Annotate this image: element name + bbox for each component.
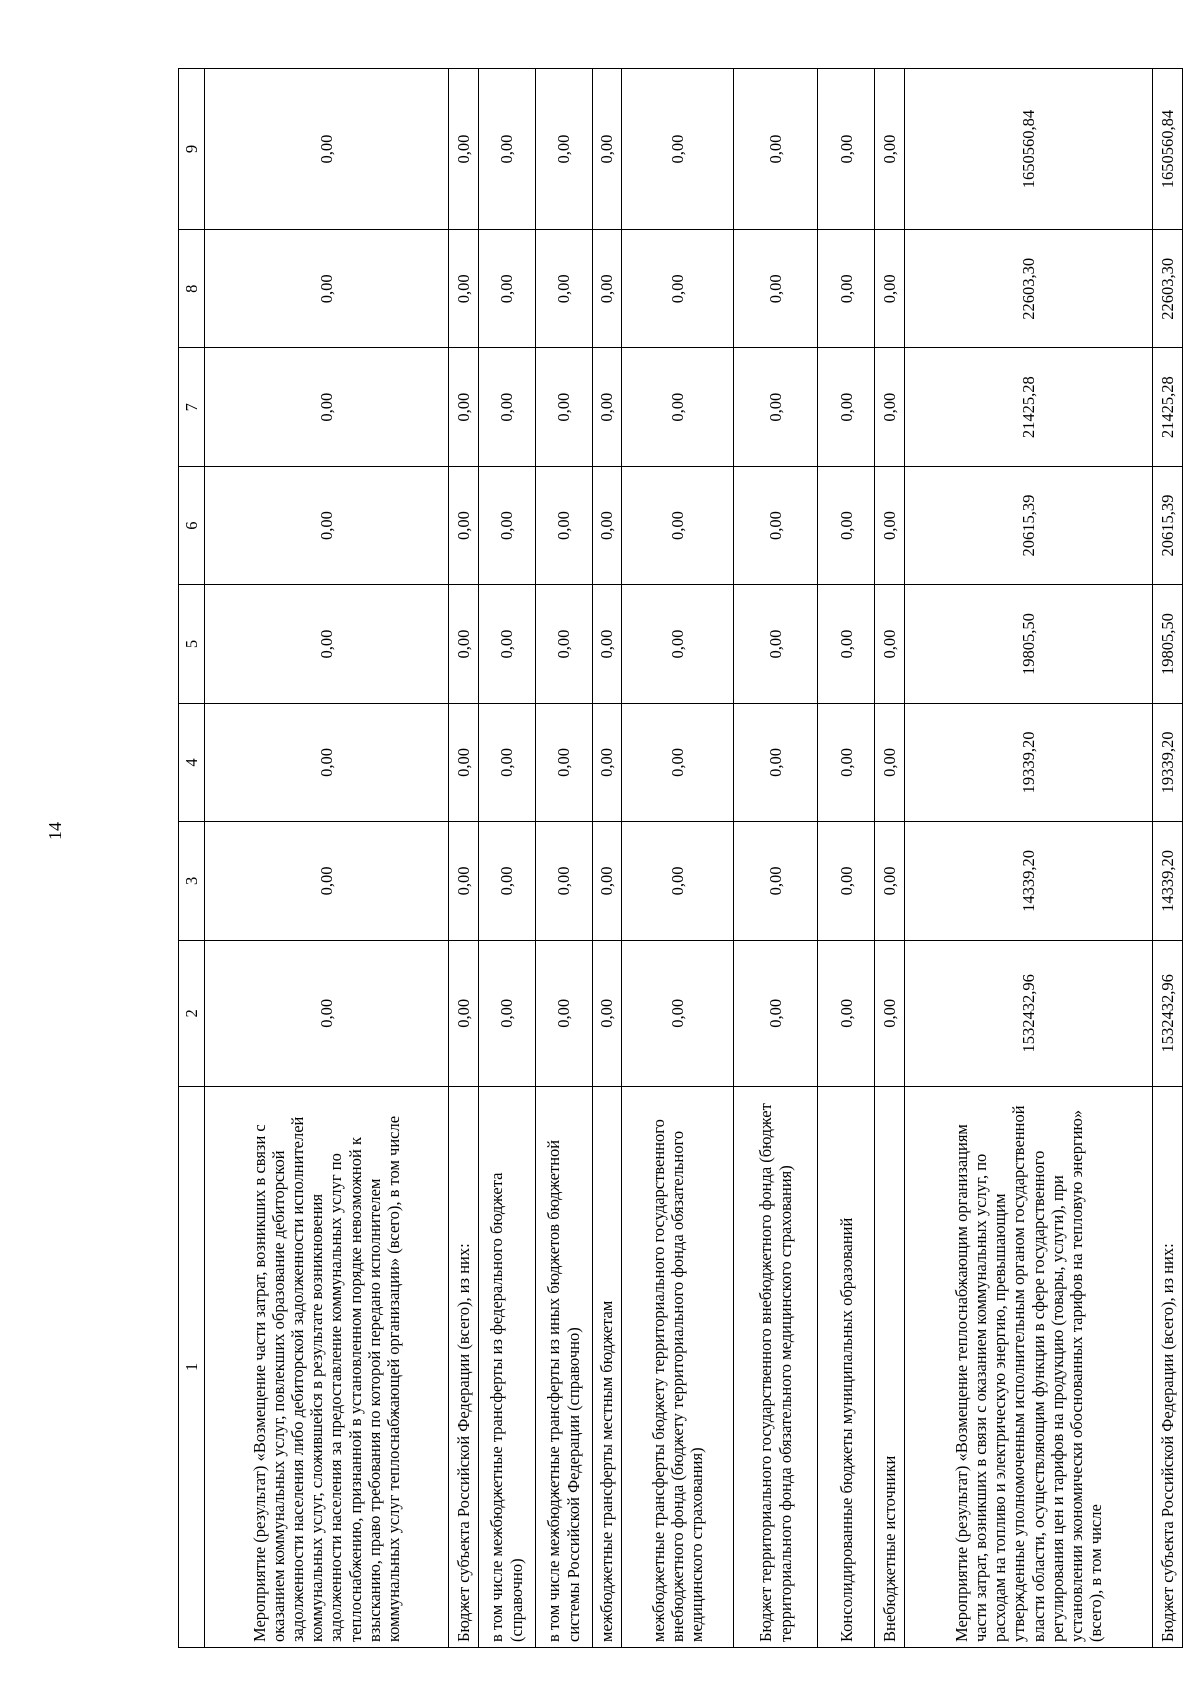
value-cell: 0,00: [448, 69, 478, 230]
value-cell: 0,00: [478, 585, 535, 703]
value-cell: 0,00: [535, 348, 592, 466]
value-cell: 0,00: [818, 940, 875, 1086]
column-header: 9: [179, 69, 205, 230]
value-cell: 22603,30: [1153, 230, 1183, 348]
row-label: Бюджет субъекта Российской Федерации (всего), из них:: [448, 1087, 478, 1648]
value-cell: 0,00: [448, 822, 478, 940]
value-cell: 0,00: [205, 230, 449, 348]
value-cell: 0,00: [478, 703, 535, 821]
value-cell: 0,00: [622, 69, 734, 230]
row-label: в том числе межбюджетные трансферты из иных бюджетов бюджетной системы Российской Федерации (справочно): [535, 1087, 592, 1648]
value-cell: 0,00: [622, 822, 734, 940]
value-cell: 0,00: [478, 940, 535, 1086]
value-cell: 0,00: [733, 822, 817, 940]
value-cell: 1532432,96: [904, 940, 1152, 1086]
value-cell: 0,00: [448, 940, 478, 1086]
value-cell: 0,00: [592, 822, 622, 940]
value-cell: 0,00: [592, 348, 622, 466]
value-cell: 20615,39: [1153, 466, 1183, 584]
value-cell: 0,00: [205, 348, 449, 466]
value-cell: 0,00: [622, 466, 734, 584]
value-cell: 0,00: [622, 230, 734, 348]
value-cell: 0,00: [478, 466, 535, 584]
value-cell: 0,00: [535, 703, 592, 821]
value-cell: 0,00: [592, 703, 622, 821]
value-cell: 0,00: [818, 230, 875, 348]
column-header: 5: [179, 585, 205, 703]
value-cell: 0,00: [733, 585, 817, 703]
table-row: [448, 69, 478, 1648]
table-row: [535, 69, 592, 1648]
value-cell: 0,00: [535, 585, 592, 703]
value-cell: 0,00: [205, 466, 449, 584]
value-cell: 0,00: [205, 69, 449, 230]
value-cell: 0,00: [818, 348, 875, 466]
row-label: Внебюджетные источники: [875, 1087, 905, 1648]
value-cell: 0,00: [592, 585, 622, 703]
value-cell: 0,00: [478, 348, 535, 466]
value-cell: 0,00: [875, 348, 905, 466]
value-cell: 0,00: [592, 940, 622, 1086]
value-cell: 0,00: [622, 348, 734, 466]
value-cell: 0,00: [535, 69, 592, 230]
column-header: 4: [179, 703, 205, 821]
header-row: [179, 69, 205, 1648]
column-header: 2: [179, 940, 205, 1086]
value-cell: 0,00: [478, 69, 535, 230]
value-cell: 0,00: [875, 69, 905, 230]
value-cell: 0,00: [448, 230, 478, 348]
table-row: [622, 69, 734, 1648]
value-cell: 21425,28: [904, 348, 1152, 466]
value-cell: 0,00: [448, 585, 478, 703]
value-cell: 0,00: [733, 703, 817, 821]
row-label: Консолидированные бюджеты муниципальных образований: [818, 1087, 875, 1648]
table-row: [875, 69, 905, 1648]
value-cell: 0,00: [205, 703, 449, 821]
row-label: Бюджет субъекта Российской Федерации (всего), из них:: [1153, 1087, 1183, 1648]
value-cell: 0,00: [875, 585, 905, 703]
table-row: [904, 69, 1152, 1648]
value-cell: 0,00: [818, 822, 875, 940]
value-cell: 0,00: [622, 703, 734, 821]
table-row: [478, 69, 535, 1648]
column-header: 3: [179, 822, 205, 940]
rotated-table-wrapper: [178, 68, 1183, 1648]
value-cell: 19805,50: [1153, 585, 1183, 703]
column-header: 1: [179, 1087, 205, 1648]
value-cell: 14339,20: [1153, 822, 1183, 940]
table-row: [592, 69, 622, 1648]
value-cell: 1532432,96: [1153, 940, 1183, 1086]
value-cell: 0,00: [733, 940, 817, 1086]
value-cell: 0,00: [448, 466, 478, 584]
value-cell: 0,00: [592, 69, 622, 230]
row-label: Мероприятие (результат) «Возмещение части затрат, возникших в связи с оказанием коммунальных услуг, повлекших образование дебиторской задолженности населения либо дебиторской задолженности исполнителей коммунальных услуг, сложившейся в результате возникновения задолженности населения за предоставление коммунальных услуг по теплоснабжению, признанной в установленном порядке невозможной к взысканию, право требования по которой передано исполнителем коммунальных услуг теплоснабжающей организации» (всего), в том числе: [205, 1087, 449, 1648]
value-cell: 21425,28: [1153, 348, 1183, 466]
column-header: 6: [179, 466, 205, 584]
value-cell: 0,00: [875, 230, 905, 348]
value-cell: 0,00: [622, 585, 734, 703]
value-cell: 0,00: [478, 230, 535, 348]
value-cell: 0,00: [205, 822, 449, 940]
value-cell: 0,00: [478, 822, 535, 940]
value-cell: 0,00: [818, 703, 875, 821]
table-row: [818, 69, 875, 1648]
value-cell: 0,00: [535, 940, 592, 1086]
value-cell: 0,00: [205, 585, 449, 703]
value-cell: 0,00: [448, 348, 478, 466]
value-cell: 22603,30: [904, 230, 1152, 348]
budget-table: [178, 68, 1183, 1648]
value-cell: 0,00: [818, 585, 875, 703]
value-cell: 0,00: [733, 230, 817, 348]
table-row: [205, 69, 449, 1648]
value-cell: 0,00: [875, 703, 905, 821]
value-cell: 0,00: [818, 466, 875, 584]
value-cell: 14339,20: [904, 822, 1152, 940]
row-label: в том числе межбюджетные трансферты из федерального бюджета (справочно): [478, 1087, 535, 1648]
value-cell: 0,00: [535, 822, 592, 940]
row-label: межбюджетные трансферты местным бюджетам: [592, 1087, 622, 1648]
page-number: 14: [44, 822, 65, 840]
value-cell: 19339,20: [904, 703, 1152, 821]
value-cell: 0,00: [733, 466, 817, 584]
table-row: [1153, 69, 1183, 1648]
value-cell: 1650560,84: [904, 69, 1152, 230]
value-cell: 19805,50: [904, 585, 1152, 703]
value-cell: 0,00: [875, 822, 905, 940]
value-cell: 0,00: [592, 466, 622, 584]
value-cell: 0,00: [205, 940, 449, 1086]
value-cell: 20615,39: [904, 466, 1152, 584]
value-cell: 0,00: [622, 940, 734, 1086]
row-label: Мероприятие (результат) «Возмещение теплоснабжающим организациям части затрат, возникших в связи с оказанием коммунальных услуг, по расходам на топливо и электрическую энергию, превышающим утвержденные уполномоченным исполнительным органом государственной власти области, осуществляющим функции в сфере государственного регулирования цен и тарифов на продукцию (товары, услуги), при установлении экономически обоснованных тарифов на тепловую энергию» (всего), в том числе: [904, 1087, 1152, 1648]
column-header: 7: [179, 348, 205, 466]
value-cell: 1650560,84: [1153, 69, 1183, 230]
column-header: 8: [179, 230, 205, 348]
table-container: [178, 68, 1183, 1648]
value-cell: 0,00: [592, 230, 622, 348]
value-cell: 0,00: [818, 69, 875, 230]
value-cell: 0,00: [733, 69, 817, 230]
row-label: Бюджет территориального государственного внебюджетного фонда (бюджет территориального фонда обязательного медицинского страхования): [733, 1087, 817, 1648]
value-cell: 19339,20: [1153, 703, 1183, 821]
row-label: межбюджетные трансферты бюджету территориального государственного внебюджетного фонда (бюджету территориального фонда обязательного медицинского страхования): [622, 1087, 734, 1648]
value-cell: 0,00: [733, 348, 817, 466]
value-cell: 0,00: [448, 703, 478, 821]
value-cell: 0,00: [875, 940, 905, 1086]
value-cell: 0,00: [535, 230, 592, 348]
value-cell: 0,00: [875, 466, 905, 584]
value-cell: 0,00: [535, 466, 592, 584]
table-body: [205, 69, 1183, 1648]
table-row: [733, 69, 817, 1648]
